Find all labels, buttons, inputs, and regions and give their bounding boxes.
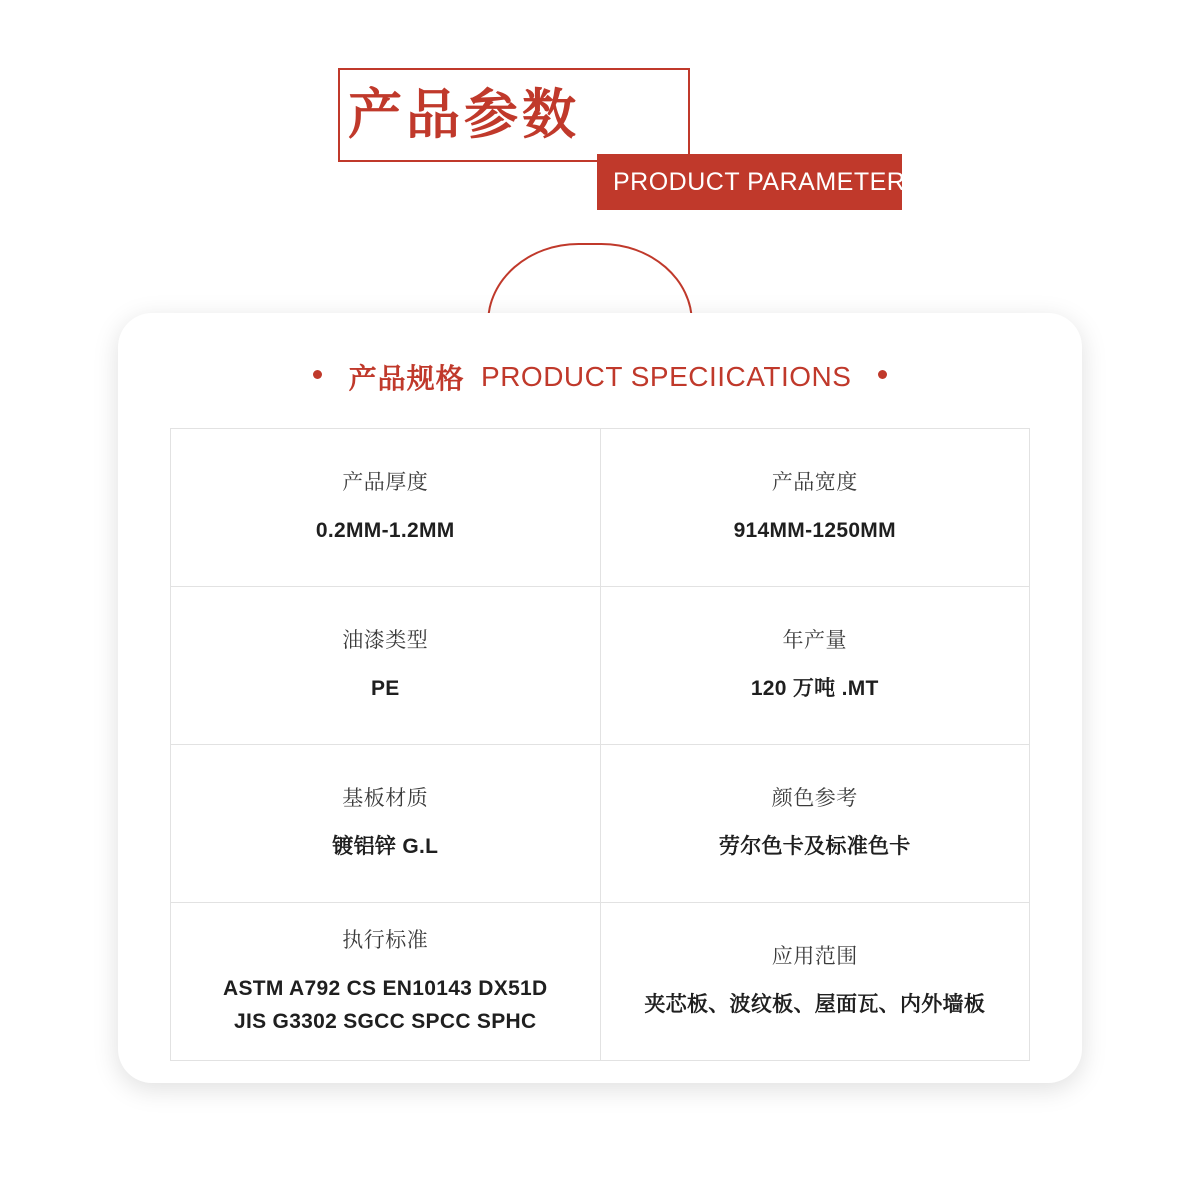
card-title (118, 357, 1082, 397)
cell-label: 年产量 (782, 629, 847, 652)
table-row (171, 745, 1030, 903)
cell-value: 120 万吨 .MT (750, 677, 879, 700)
cell-label: 产品宽度 (771, 471, 858, 494)
table-row (171, 587, 1030, 745)
bullet-dot-left-icon (313, 370, 322, 379)
table-row (171, 903, 1030, 1061)
card-title-en: PRODUCT SPECIICATIONS (481, 361, 852, 392)
cell-label: 应用范围 (771, 945, 858, 968)
cell-value: 914MM-1250MM (733, 519, 896, 542)
table-row (171, 429, 1030, 587)
cell-value: 镀铝锌 G.L (332, 835, 439, 858)
cell-value: PE (370, 677, 400, 700)
cell-label: 油漆类型 (342, 629, 429, 652)
cell-value: 夹芯板、波纹板、屋面瓦、内外墙板 (644, 993, 986, 1016)
table-cell (600, 587, 1030, 745)
bullet-dot-right-icon (878, 370, 887, 379)
cell-value: ASTM A792 CS EN10143 DX51D (223, 976, 548, 1000)
cell-label: 颜色参考 (771, 787, 858, 810)
page-header (0, 60, 1200, 196)
table-cell (171, 587, 601, 745)
cell-value-line2: JIS G3302 SGCC SPCC SPHC (234, 1009, 537, 1033)
table-cell (171, 429, 601, 587)
table-cell (600, 429, 1030, 587)
cell-value: 0.2MM-1.2MM (315, 519, 455, 542)
table-cell (171, 903, 601, 1061)
table-cell (600, 745, 1030, 903)
cell-label: 基板材质 (342, 787, 429, 810)
specifications-table (170, 428, 1030, 1061)
specifications-card (118, 313, 1082, 1083)
cell-label: 执行标准 (342, 928, 429, 952)
page-title-cn: 产品参数 (348, 85, 580, 145)
card-title-cn: 产品规格 (348, 363, 465, 394)
table-cell (171, 745, 601, 903)
page-title-en: PRODUCT PARAMETERS (613, 168, 923, 196)
cell-label: 产品厚度 (342, 471, 429, 494)
table-cell (600, 903, 1030, 1061)
cell-value: 劳尔色卡及标准色卡 (718, 835, 911, 858)
